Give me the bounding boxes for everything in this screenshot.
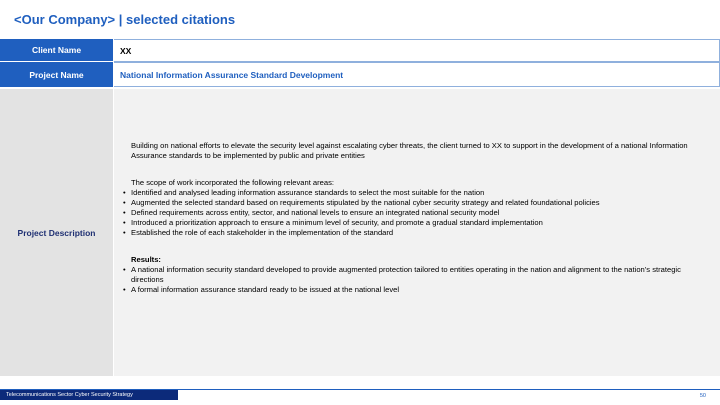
list-item: • A national information security standard developed to provide augmented protection tailored to entities operating in the nation and alignment to the nation’s strategic directions — [123, 265, 710, 285]
list-item: • A formal information assurance standard ready to be issued at the national level — [123, 285, 710, 295]
project-name-value: National Information Assurance Standard Development — [114, 62, 720, 87]
scope-list — [123, 188, 710, 238]
project-description-label: Project Description — [0, 89, 113, 376]
results-list — [123, 265, 710, 295]
slide-title: <Our Company> | selected citations — [14, 12, 236, 27]
results-title: Results: — [131, 255, 161, 264]
description-intro: Building on national efforts to elevate the security level against escalating cyber threats, the client turned to XX to support in the development of a national Information Assurance standards to be implemented by public and private entities — [131, 141, 688, 160]
list-item: • Established the role of each stakeholder in the implementation of the standard — [123, 228, 710, 238]
footer-label: Telecommunications Sector Cyber Security Strategy — [0, 390, 178, 400]
list-item: • Identified and analysed leading information assurance standards to select the most suitable for the nation — [123, 188, 710, 198]
list-item: • Augmented the selected standard based on requirements stipulated by the national cyber security strategy and related foundational policies — [123, 198, 710, 208]
project-name-label: Project Name — [0, 62, 113, 87]
client-name-label: Client Name — [0, 39, 113, 62]
scope-intro: The scope of work incorporated the following relevant areas: — [131, 178, 335, 187]
list-item: • Introduced a prioritization approach to ensure a minimum level of security, and promote a gradual standard implementation — [123, 218, 710, 228]
list-item: • Defined requirements across entity, sector, and national levels to ensure an integrated national security model — [123, 208, 710, 218]
client-row — [0, 39, 720, 62]
project-row — [0, 62, 720, 87]
page-number: 50 — [699, 393, 706, 399]
project-description-body — [114, 89, 720, 376]
client-name-value: XX — [114, 39, 720, 62]
project-description-row — [0, 89, 720, 376]
